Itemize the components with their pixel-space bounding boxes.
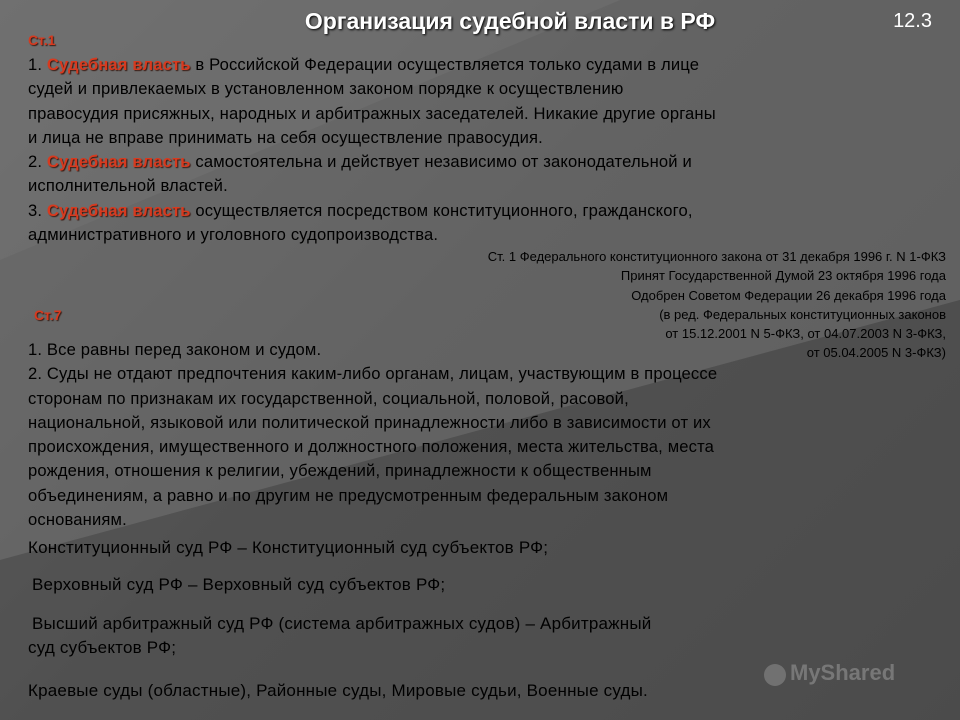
article-1-text xyxy=(28,53,716,247)
source-line: от 05.04.2005 N 3-ФКЗ) xyxy=(806,345,946,361)
court-item-arbitration xyxy=(32,612,651,636)
paragraph-text: самостоятельна и действует независимо от законодательной и xyxy=(190,152,692,172)
article-7-line: основаниям. xyxy=(28,510,127,530)
article-1-line: судей и привлекаемых в установленном законом порядке к осуществлению xyxy=(28,79,624,99)
article-1-label: Ст.1 xyxy=(28,32,56,48)
article-7-line: сторонам по признакам их государственной, социальной, половой, расовой, xyxy=(28,388,629,408)
source-line: от 15.12.2001 N 5-ФКЗ, от 04.07.2003 N 3-ФКЗ, xyxy=(665,326,946,342)
article-7-line: рождения, отношения к религии, убеждений, принадлежности к общественным xyxy=(28,461,652,481)
highlight-term: Судебная власть xyxy=(46,55,191,74)
source-line: (в ред. Федеральных конституционных законов xyxy=(659,306,946,322)
article-7-line: 1. Все равны перед законом и судом. xyxy=(28,340,322,359)
article-7-line: 2. Суды не отдают предпочтения каким-либо органам, лицам, участвующим в процессе xyxy=(28,364,718,384)
court-line: Высший арбитражный суд РФ (система арбитражных судов) – Арбитражный xyxy=(32,614,652,633)
paragraph-text: в Российской Федерации осуществляется только судами в лице xyxy=(190,55,700,74)
page-number: 12.3 xyxy=(893,10,932,32)
watermark-text: MyShared xyxy=(790,660,896,685)
court-item-supreme: Верховный суд РФ – Верховный суд субъектов РФ; xyxy=(32,575,446,594)
article-1-line: правосудия присяжных, народных и арбитражных заседателей. Никакие другие органы xyxy=(28,103,716,123)
article-7-line: национальной, языковой или политической принадлежности либо в зависимости от их xyxy=(28,412,711,432)
article-1-line xyxy=(28,150,716,174)
article-7-line: объединениям, а равно и по другим не предусмотренным федеральным законом xyxy=(28,485,669,505)
article-7-line: происхождения, имущественного и должностного положения, места жительства, места xyxy=(28,437,715,457)
court-item-constitutional: Конституционный суд РФ – Конституционный суд субъектов РФ; xyxy=(28,538,549,557)
highlight-term: Судебная власть xyxy=(46,200,191,220)
article-7-text xyxy=(28,338,717,532)
article-1-line: административного и уголовного судопроизводства. xyxy=(28,225,439,245)
paragraph-text: осуществляется посредством конституционного, гражданского, xyxy=(190,200,693,220)
article-1-line xyxy=(28,199,716,223)
highlight-term: Судебная власть xyxy=(46,152,191,172)
source-line: Одобрен Советом Федерации 26 декабря 1996 года xyxy=(631,287,946,303)
article-7-label: Ст.7 xyxy=(34,307,62,323)
article-1-line: и лица не вправе принимать на себя осуществление правосудия. xyxy=(28,127,543,147)
paragraph-number: 3. xyxy=(28,200,47,220)
article-1-line: исполнительной властей. xyxy=(28,176,228,196)
paragraph-number: 1. xyxy=(28,55,47,74)
slide-title: Организация судебной власти в РФ xyxy=(304,8,716,34)
source-line: Принят Государственной Думой 23 октября 1996 года xyxy=(620,268,946,284)
paragraph-number: 2. xyxy=(28,152,47,172)
watermark-logo-icon xyxy=(764,664,786,686)
court-item-arbitration-cont: суд субъектов РФ; xyxy=(28,638,177,657)
court-item-regional: Краевые суды (областные), Районные суды, Мировые судьи, Военные суды. xyxy=(28,681,648,700)
source-line: Ст. 1 Федерального конституционного закона от 31 декабря 1996 г. N 1-ФКЗ xyxy=(487,249,946,264)
article-1-line xyxy=(28,53,716,77)
